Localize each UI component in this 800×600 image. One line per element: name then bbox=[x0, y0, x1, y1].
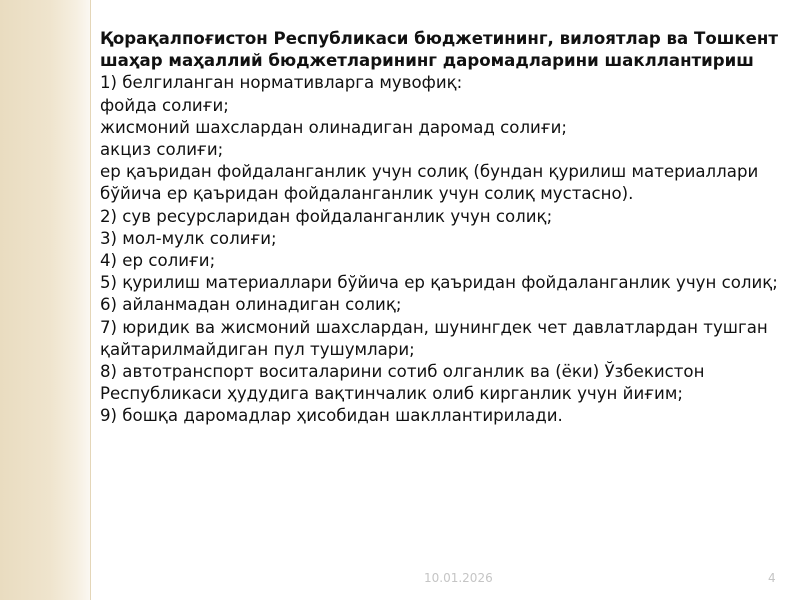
list-item: 1) белгиланган нормативларга мувофиқ: bbox=[100, 73, 463, 93]
list-item: ер қаъридан фойдаланганлик учун солиқ (бундан қурилиш материаллари бўйича ер қаъридан фойдаланганлик учун солиқ мустасно). bbox=[100, 162, 759, 204]
list-item: фойда солиғи; bbox=[100, 95, 229, 115]
list-item: 4) ер солиғи; bbox=[100, 251, 216, 271]
list-item: 3) мол-мулк солиғи; bbox=[100, 228, 277, 248]
list-item: жисмоний шахслардан олинадиган даромад солиғи; bbox=[100, 117, 568, 137]
slide-title: Қорақалпоғистон Республикаси бюджетининг, вилоятлар ва Тошкент шаҳар маҳаллий бюджетларининг даромадларини шакллантириш bbox=[100, 29, 778, 71]
decorative-side-band bbox=[0, 0, 90, 600]
slide-content bbox=[100, 28, 780, 428]
list-item: 2) сув ресурсларидан фойдаланганлик учун солиқ; bbox=[100, 206, 553, 226]
list-item: 6) айланмадан олинадиган солиқ; bbox=[100, 295, 402, 315]
list-item: 9) бошқа даромадлар ҳисобидан шакллантирилади. bbox=[100, 406, 563, 426]
list-item: акциз солиғи; bbox=[100, 140, 224, 160]
list-item: 5) қурилиш материаллари бўйича ер қаъридан фойдаланганлик учун солиқ; bbox=[100, 273, 778, 293]
list-item: 8) автотранспорт воситаларини сотиб олганлик ва (ёки) Ўзбекистон Республикаси ҳудудига вақтинчалик олиб кирганлик учун йиғим; bbox=[100, 362, 705, 404]
list-item: 7) юридик ва жисмоний шахслардан, шунингдек чет давлатлардан тушган қайтарилмайдиган пул тушумлари; bbox=[100, 317, 768, 359]
page-number: 4 bbox=[768, 571, 776, 585]
side-band-divider bbox=[90, 0, 91, 600]
footer-date: 10.01.2026 bbox=[424, 571, 493, 585]
